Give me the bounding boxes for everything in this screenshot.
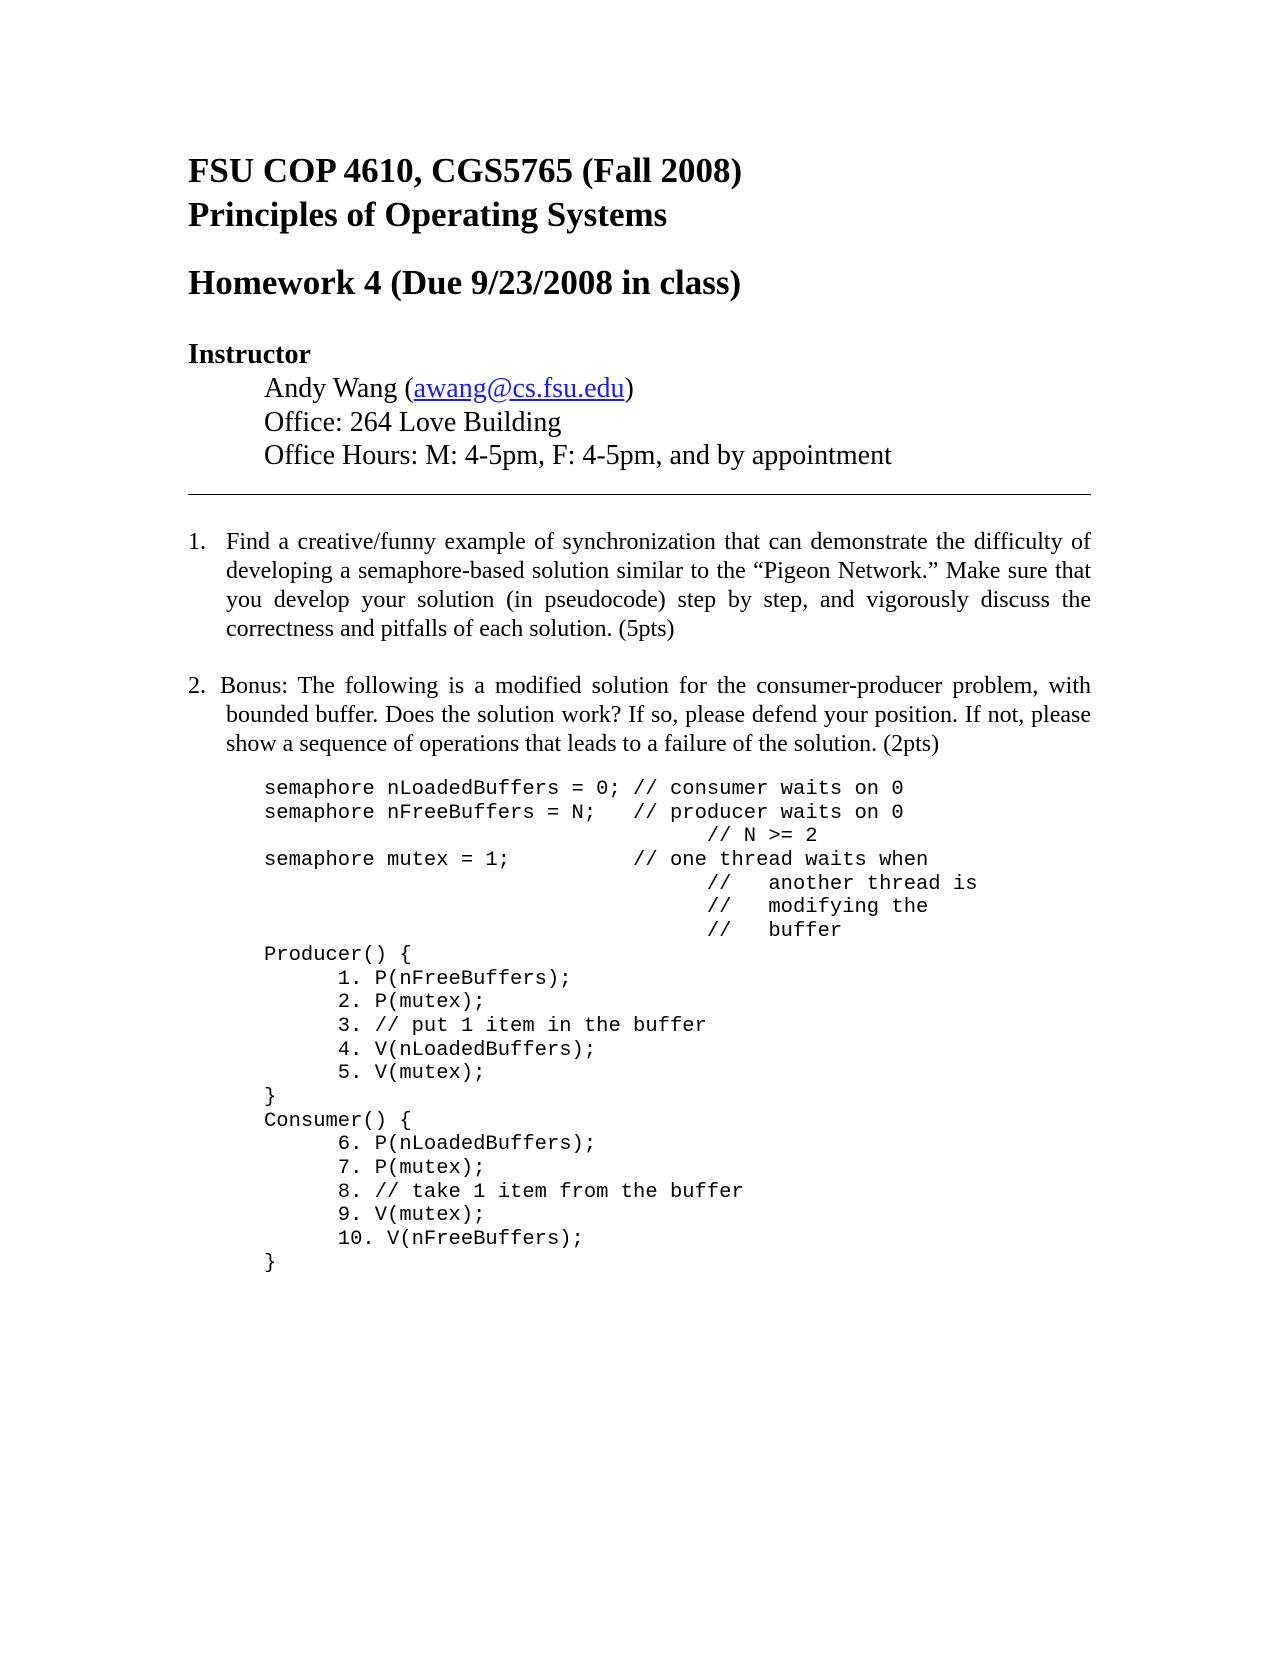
instructor-name-line (264, 372, 634, 406)
code-line: // N >= 2 (264, 825, 818, 849)
code-line: 10. V(nFreeBuffers); (264, 1228, 584, 1252)
code-line: } (264, 1085, 277, 1109)
code-line: // buffer (264, 920, 843, 944)
code-line: 3. // put 1 item in the buffer (264, 1014, 707, 1038)
question-1-number: 1. (188, 529, 206, 555)
instructor-name: Andy Wang ( (264, 373, 414, 404)
instructor-email-link[interactable]: awang@cs.fsu.edu (413, 373, 625, 404)
code-line: Producer() { (264, 943, 412, 967)
assignment-title: Homework 4 (Due 9/23/2008 in class) (188, 263, 742, 302)
instructor-name-close: ) (624, 373, 634, 404)
code-block (264, 778, 978, 1275)
question-2-first-line: Bonus: The following is a modified solution for the consumer-producer problem, with (220, 673, 1091, 699)
code-line: 1. P(nFreeBuffers); (264, 967, 572, 991)
code-line: 5. V(mutex); (264, 1062, 486, 1086)
instructor-heading: Instructor (188, 339, 311, 370)
code-line: semaphore nLoadedBuffers = 0; // consumer waits on 0 (264, 778, 904, 801)
office-location: Office: 264 Love Building (264, 407, 562, 438)
course-title: FSU COP 4610, CGS5765 (Fall 2008) (188, 151, 743, 190)
code-line: 8. // take 1 item from the buffer (264, 1180, 744, 1204)
question-2-text: bounded buffer. Does the solution work? If so, please defend your position. If not, please show a sequence of operations that leads to a failure of the solution. (2pts) (226, 702, 1091, 757)
code-line: 6. P(nLoadedBuffers); (264, 1133, 597, 1157)
office-hours: Office Hours: M: 4-5pm, F: 4-5pm, and by appointment (264, 440, 892, 471)
code-line: 2. P(mutex); (264, 991, 486, 1015)
course-subject: Principles of Operating Systems (188, 195, 668, 234)
code-line: 4. V(nLoadedBuffers); (264, 1038, 597, 1062)
code-line: // another thread is (264, 872, 978, 896)
question-2-number: 2. (188, 673, 206, 699)
code-line: 9. V(mutex); (264, 1204, 486, 1228)
code-line: semaphore mutex = 1; // one thread waits when (264, 849, 929, 873)
horizontal-divider (188, 494, 1091, 495)
code-line: } (264, 1251, 277, 1275)
code-line: Consumer() { (264, 1109, 412, 1133)
code-line: semaphore nFreeBuffers = N; // producer waits on 0 (264, 801, 904, 825)
question-1-text: Find a creative/funny example of synchronization that can demonstrate the difficulty of developing a semaphore-based solution similar to the “Pigeon Network.” Make sure that you develop your solution (in pseudocode) step by step, and vigorously discuss the correctness and pitfalls of each solution. (5pts) (226, 529, 1091, 642)
code-line: 7. P(mutex); (264, 1157, 486, 1180)
code-line: // modifying the (264, 896, 929, 920)
